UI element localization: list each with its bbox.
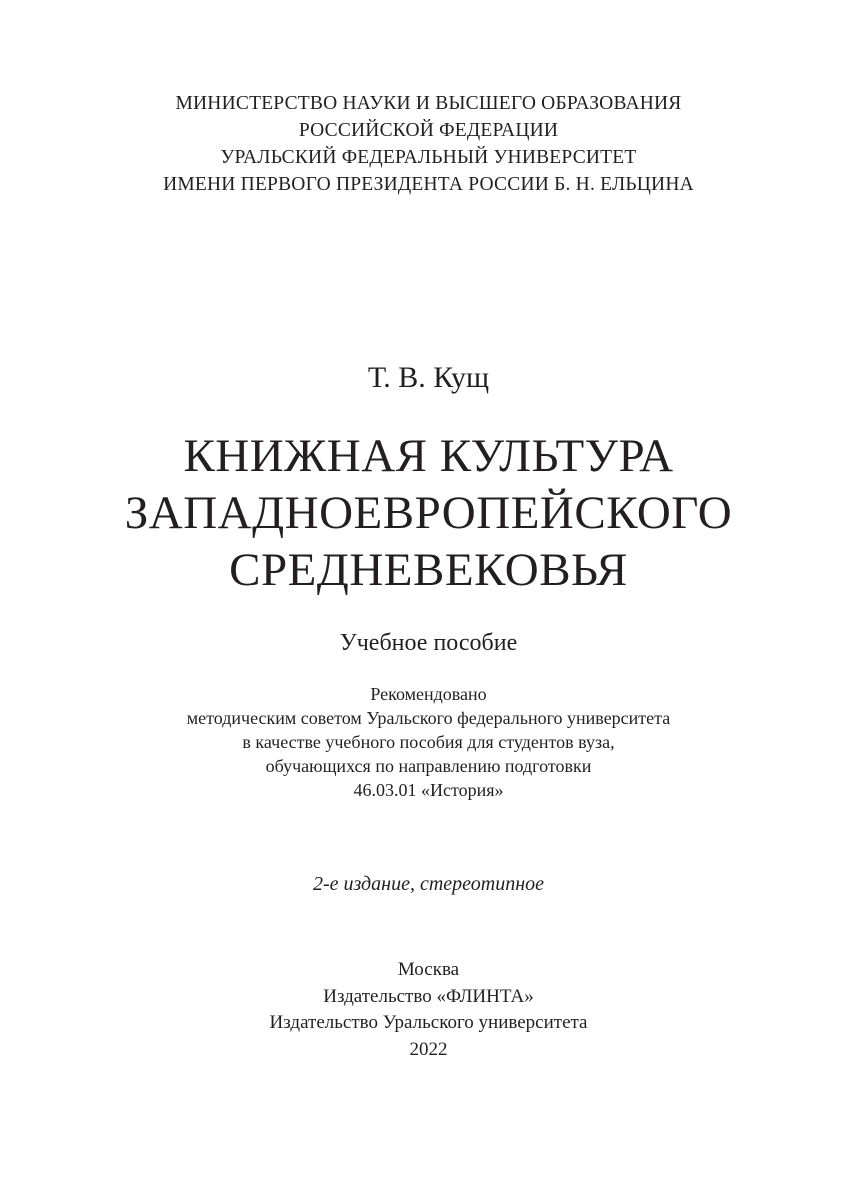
author-name: Т. В. Кущ	[367, 361, 490, 394]
ministry-line: МИНИСТЕРСТВО НАУКИ И ВЫСШЕГО ОБРАЗОВАНИЯ	[175, 93, 682, 114]
imprint-city: Москва	[397, 959, 460, 980]
recommendation-line: 46.03.01 «История»	[353, 780, 504, 800]
recommendation-line: методическим советом Уральского федерального университета	[186, 708, 671, 728]
edition-note: 2-е издание, стереотипное	[312, 873, 545, 895]
imprint-publisher: Издательство «ФЛИНТА»	[323, 985, 534, 1007]
imprint	[0, 957, 857, 1063]
book-subtitle: Учебное пособие	[339, 630, 518, 656]
university-line: УРАЛЬСКИЙ ФЕДЕРАЛЬНЫЙ УНИВЕРСИТЕТ	[220, 147, 637, 168]
imprint-publisher: Издательство Уральского университета	[269, 1012, 588, 1033]
book-title-line: ЗАПАДНОЕВРОПЕЙСКОГО	[124, 487, 733, 539]
book-title-line: СРЕДНЕВЕКОВЬЯ	[229, 544, 628, 596]
ministry-header	[0, 90, 857, 198]
book-title	[0, 428, 857, 599]
recommendation-line: Рекомендовано	[370, 684, 487, 704]
recommendation-line: обучающихся по направлению подготовки	[265, 756, 592, 776]
ministry-line: РОССИЙСКОЙ ФЕДЕРАЦИИ	[298, 120, 559, 141]
book-title-line: КНИЖНАЯ КУЛЬТУРА	[183, 430, 674, 482]
recommendation-line: в качестве учебного пособия для студентов вуза,	[242, 732, 615, 752]
recommendation-note	[0, 682, 857, 802]
imprint-year: 2022	[409, 1038, 448, 1060]
university-line: ИМЕНИ ПЕРВОГО ПРЕЗИДЕНТА РОССИИ Б. Н. ЕЛЬЦИНА	[163, 174, 694, 195]
